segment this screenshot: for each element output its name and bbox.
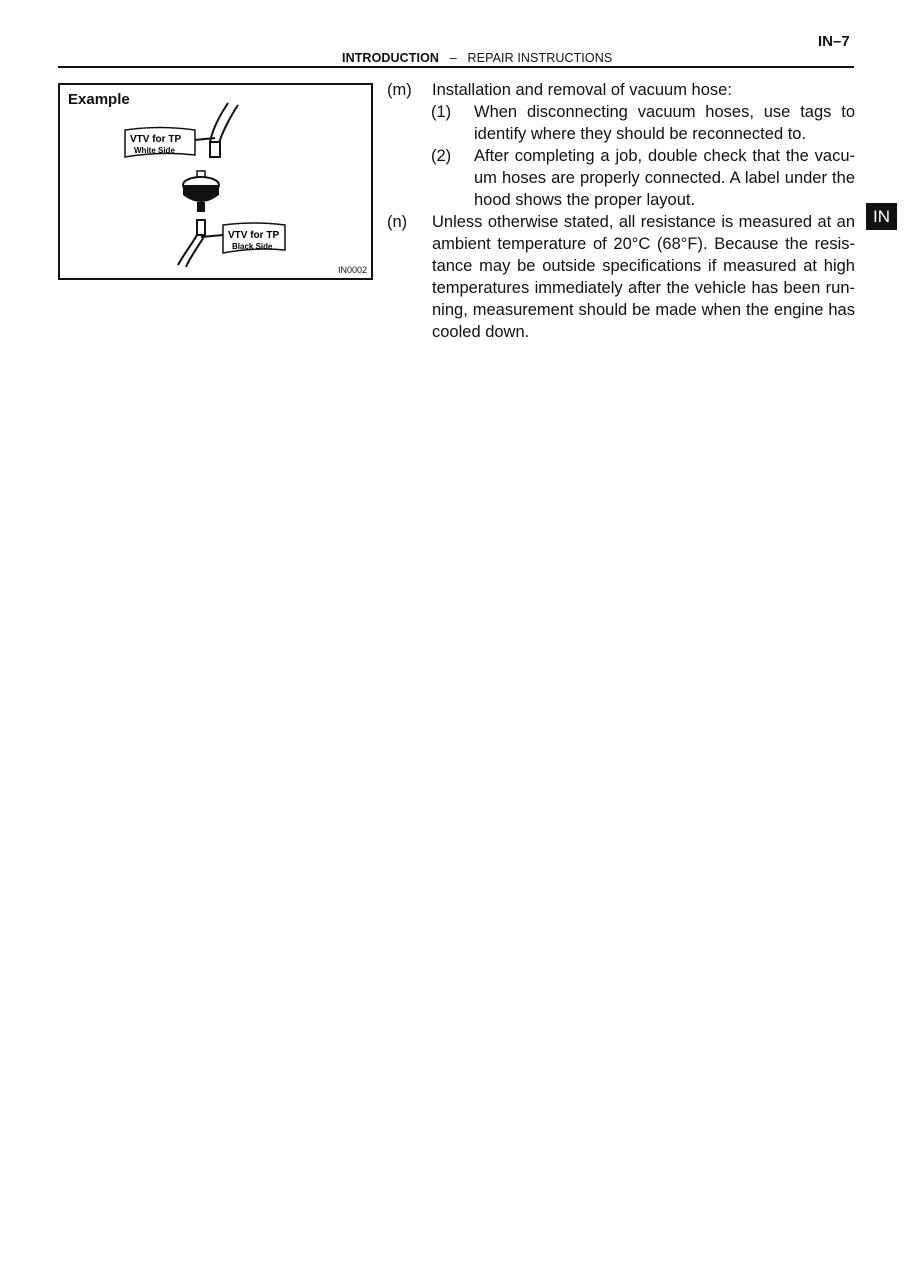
section-tab: IN: [866, 203, 897, 230]
item-m2-line: After completing a job, double check that the vacu-: [474, 147, 855, 165]
subsection-title: REPAIR INSTRUCTIONS: [467, 51, 613, 65]
item-m2-line: hood shows the proper layout.: [474, 191, 696, 209]
item-m1-line: When disconnecting vacuum hoses, use tags to: [474, 103, 855, 121]
vacuum-hose-illustration: [60, 85, 371, 278]
tag-top-line1: VTV for TP: [130, 134, 182, 145]
item-m1-line: identify where they should be reconnected to.: [474, 125, 807, 143]
running-header: [342, 51, 612, 65]
item-m2-line: um hoses are properly connected. A label under the: [474, 169, 855, 187]
tag-bottom-line2: Black Side: [232, 242, 273, 251]
section-title: INTRODUCTION: [342, 51, 440, 65]
item-n-line: tance may be outside specifications if measured at high: [432, 257, 855, 275]
item-n-line: cooled down.: [432, 323, 530, 341]
item-m-line: Installation and removal of vacuum hose:: [432, 81, 732, 99]
figure-title: Example: [68, 91, 130, 108]
item-marker-n: (n): [387, 213, 408, 231]
figure-code: IN0002: [337, 265, 367, 275]
item-marker-m2: (2): [431, 147, 452, 165]
tag-bottom-line1: VTV for TP: [228, 230, 280, 241]
header-separator: –: [449, 51, 457, 65]
tag-top-line2: White Side: [134, 146, 175, 155]
example-figure: [58, 83, 373, 280]
item-n-line: temperatures immediately after the vehicle has been run-: [432, 279, 855, 297]
item-marker-m: (m): [387, 81, 412, 99]
header-rule: [58, 66, 854, 68]
page-number: IN–7: [818, 33, 850, 50]
item-n-line: ning, measurement should be made when the engine has: [432, 301, 855, 319]
item-marker-m1: (1): [431, 103, 452, 121]
item-n-line: Unless otherwise stated, all resistance is measured at an: [432, 213, 855, 231]
item-n-line: ambient temperature of 20°C (68°F). Because the resis-: [432, 235, 855, 253]
